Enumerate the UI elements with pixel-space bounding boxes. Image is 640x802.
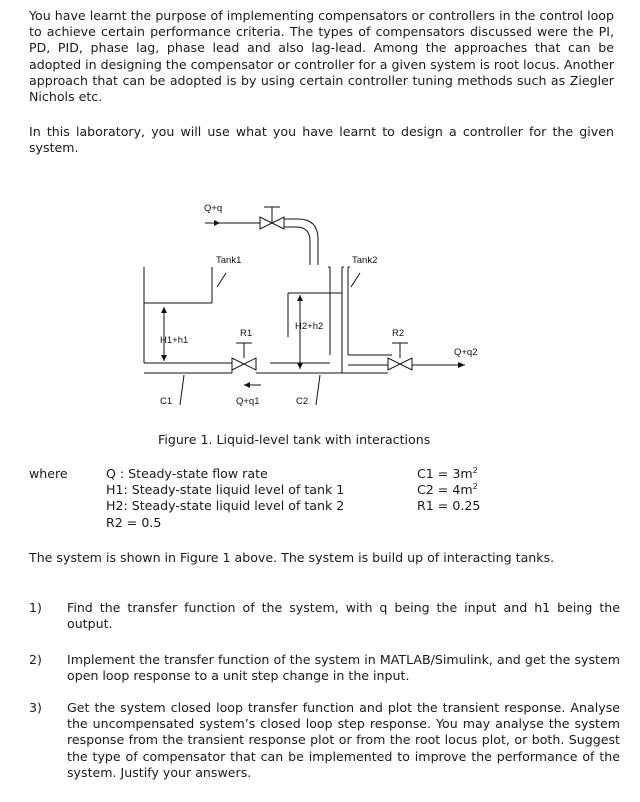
flow-between-label: Q+q1 <box>236 396 260 407</box>
question-number: 1) <box>29 600 42 615</box>
level1-arrow-bottom <box>161 355 167 361</box>
question-number: 2) <box>29 652 42 667</box>
question-text: Get the system closed loop transfer function and plot the transient response. Analyse the uncompensated system’s closed loop step response. You may analyse the system response from the transient response plot or from the root locus plot, or both. Suggest the type of compensator that can be implemented to improve the performance of the system. Justify your answers. <box>67 700 620 780</box>
definition-item: H2: Steady-state liquid level of tank 2 <box>106 498 345 514</box>
valve1-label: R1 <box>240 328 253 339</box>
inflow-valve-left <box>260 217 272 229</box>
where-label: where <box>29 466 68 481</box>
system-paragraph: The system is shown in Figure 1 above. The system is build up of interacting tanks. <box>29 550 555 565</box>
question-text: Find the transfer function of the system, with q being the input and h1 being the output. <box>67 600 620 632</box>
tank2-label: Tank2 <box>352 255 378 266</box>
level2-arrow-bottom <box>297 363 303 369</box>
level1-label: H1+h1 <box>160 335 189 346</box>
question-text: Implement the transfer function of the system in MATLAB/Simulink, and get the system open loop response to a unit step change in the input. <box>67 652 620 684</box>
tank1-label: Tank1 <box>216 255 242 266</box>
definitions-block <box>29 466 619 536</box>
cap1-label: C1 <box>160 396 173 407</box>
level2-label: H2+h2 <box>295 321 324 332</box>
value-item: R1 = 0.25 <box>417 498 481 514</box>
valve1-left <box>232 358 244 370</box>
figure-caption: Figure 1. Liquid-level tank with interactions <box>158 432 431 447</box>
outflow-arrowhead <box>458 362 465 368</box>
cap2-pointer <box>316 375 320 405</box>
valve2-right <box>400 358 412 370</box>
tank2-pointer <box>351 273 360 287</box>
level1-arrow-top <box>161 307 167 313</box>
intro-paragraph-2: In this laboratory, you will use what you have learnt to design a controller for the given system. <box>29 124 614 156</box>
value-item: $C1 = 3m^2$ <box>417 466 478 481</box>
definition-item: R2 = 0.5 <box>106 514 162 530</box>
inflow-pipe-inner <box>284 227 310 265</box>
level2-arrow-top <box>297 295 303 301</box>
definitions-list <box>106 466 344 531</box>
outflow-label: Q+q2 <box>454 347 478 358</box>
flow-between-arrowhead <box>244 382 250 388</box>
cap2-label: C2 <box>296 396 309 407</box>
valve1-right <box>244 358 256 370</box>
cap1-pointer <box>180 375 184 405</box>
liquid-level-tank-diagram <box>120 195 520 420</box>
valve2-left <box>388 358 400 370</box>
tank1-pointer <box>217 273 226 287</box>
intro-paragraph-1: You have learnt the purpose of implementing compensators or controllers in the control loop to achieve certain performance criteria. The types of compensators discussed were the PI, PD, PID, phase lag, phase lead and also lag-lead. Among the approaches that can be adopted in designing the compensator or controller for a given system is root locus. Another approach that can be adopted is by using certain controller tuning methods such as Ziegler Nichols etc. <box>29 8 614 105</box>
valve2-label: R2 <box>392 328 405 339</box>
inflow-valve-right <box>272 217 284 229</box>
definition-item: Q : Steady-state flow rate <box>106 466 268 481</box>
inflow-pipe-outer <box>284 219 318 265</box>
question-number: 3) <box>29 700 42 715</box>
inflow-arrowhead <box>214 220 220 226</box>
value-item: $C2 = 4m^2$ <box>417 482 478 498</box>
inflow-label: Q+q <box>204 203 223 214</box>
definition-item: H1: Steady-state liquid level of tank 1 <box>106 482 345 498</box>
values-list <box>417 466 480 515</box>
